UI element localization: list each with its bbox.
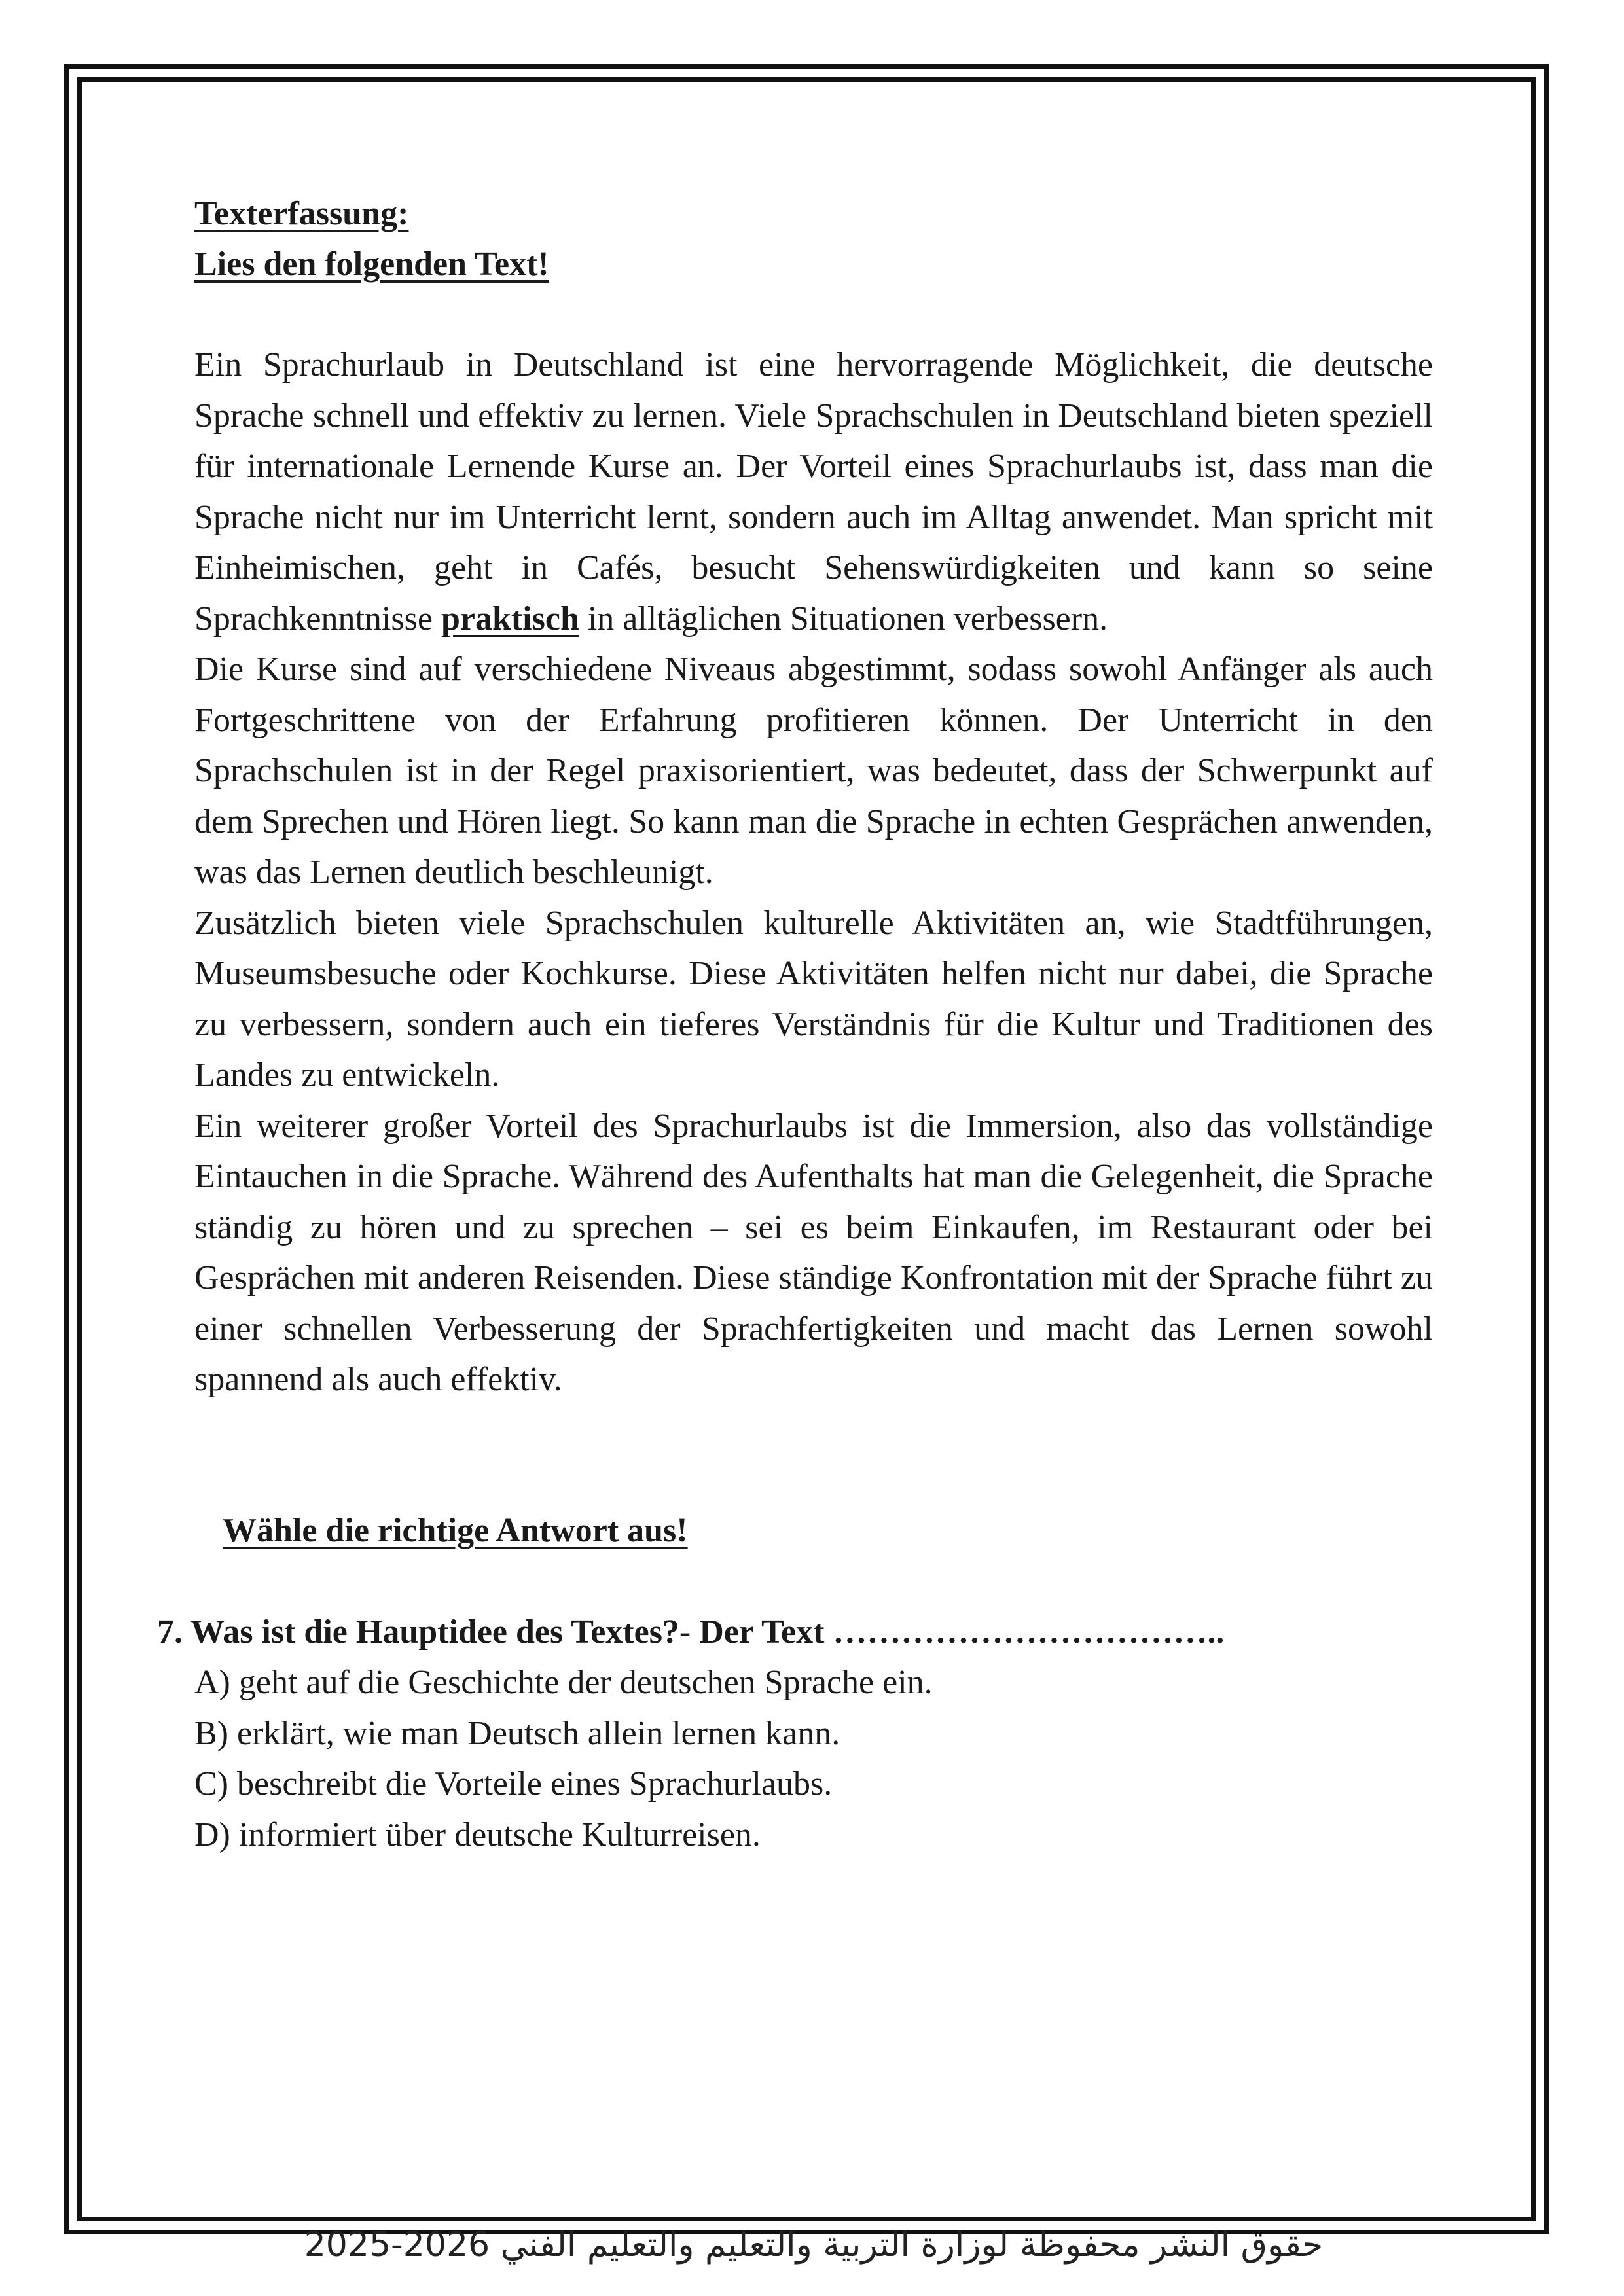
answer-option-b[interactable]: B) erklärt, wie man Deutsch allein lernen kann. bbox=[194, 1714, 840, 1752]
answer-instruction: Wähle die richtige Antwort aus! bbox=[223, 1512, 688, 1549]
highlighted-word: praktisch bbox=[441, 600, 579, 637]
passage-paragraph-1-text: Ein Sprachurlaub in Deutschland ist eine hervorragende Möglichkeit, die deutsche Sprache schnell und effektiv zu lernen. Viele Sprachschulen in Deutschland bieten speziell für internationale Lernende Kurse an. Der Vorteil eines Sprachurlaubs ist, dass man die Sprache nicht nur im Unterricht lernt, sondern auch im Alltag anwendet. Man spricht mit Einheimischen, geht in Cafés, besucht Sehenswürdigkeiten und kann so seine Sprachkenntnisse bbox=[194, 346, 1433, 637]
passage-paragraph-1-ending: in alltäglichen Situationen verbessern. bbox=[579, 600, 1108, 637]
question-7: 7. Was ist die Hauptidee des Textes?- Der Text …………………………….. bbox=[157, 1613, 1225, 1651]
answer-options bbox=[194, 1657, 933, 1860]
answer-option-d[interactable]: D) informiert über deutsche Kulturreisen. bbox=[194, 1816, 761, 1854]
answer-option-a[interactable]: A) geht auf die Geschichte der deutschen Sprache ein. bbox=[194, 1664, 933, 1701]
passage-paragraph-4: Ein weiterer großer Vorteil des Sprachurlaubs ist die Immersion, also das vollständige Eintauchen in die Sprache. Während des Aufenthalts hat man die Gelegenheit, die Sprache ständig zu hören und zu sprechen – sei es beim Einkaufen, im Restaurant oder bei Gesprächen mit anderen Reisenden. Diese ständige Konfrontation mit der Sprache führt zu einer schnellen Verbesserung der Sprachfertigkeiten und macht das Lernen sowohl spannend als auch effektiv. bbox=[194, 1107, 1433, 1398]
copyright-footer: حقوق النشر محفوظة لوزارة التربية والتعليم والتعليم الفني 2026-2025 bbox=[304, 2225, 1324, 2265]
passage-paragraph-2: Die Kurse sind auf verschiedene Niveaus abgestimmt, sodass sowohl Anfänger als auch Fortgeschrittene von der Erfahrung profitieren können. Der Unterricht in den Sprachschulen ist in der Regel praxisorientiert, was bedeutet, dass der Schwerpunkt auf dem Sprechen und Hören liegt. So kann man die Sprache in echten Gesprächen anwenden, was das Lernen deutlich beschleunigt. bbox=[194, 651, 1433, 891]
passage-paragraph-3: Zusätzlich bieten viele Sprachschulen kulturelle Aktivitäten an, wie Stadtführungen, Museumsbesuche oder Kochkurse. Diese Aktivitäten helfen nicht nur dabei, die Sprache zu verbessern, sondern auch ein tieferes Verständnis für die Kultur und Traditionen des Landes zu entwickeln. bbox=[194, 904, 1433, 1094]
reading-passage bbox=[194, 340, 1433, 1405]
reading-section bbox=[194, 188, 1433, 1405]
reading-task-heading: Lies den folgenden Text! bbox=[194, 245, 549, 283]
section-title: Texterfassung: bbox=[194, 195, 409, 232]
passage-paragraph-1 bbox=[194, 340, 1433, 644]
answer-option-c[interactable]: C) beschreibt die Vorteile eines Sprachurlaubs. bbox=[194, 1765, 833, 1803]
